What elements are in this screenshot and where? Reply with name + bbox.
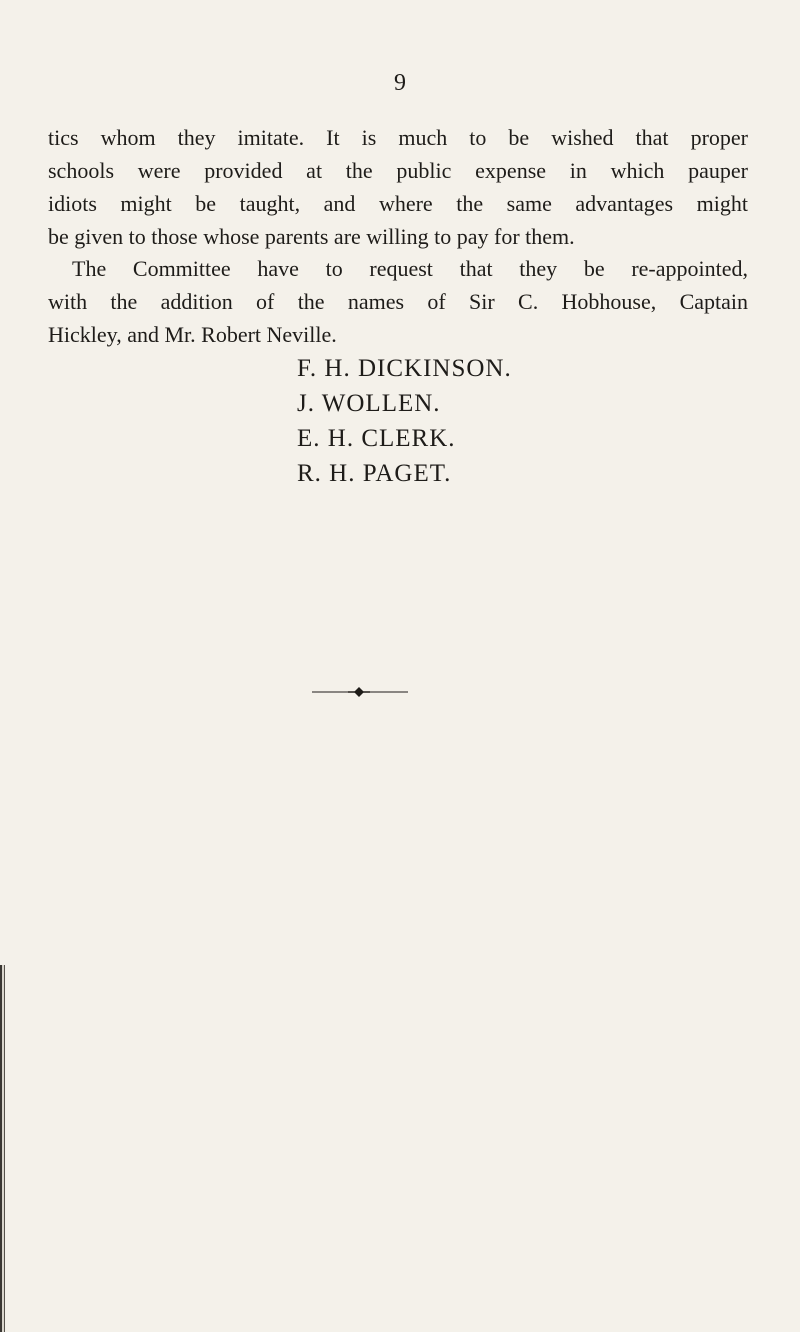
signatory: R. H. PAGET. bbox=[297, 460, 452, 487]
text-line: The Committee have to request that they be re-appointed, bbox=[72, 256, 748, 281]
text-line: Hickley, and Mr. Robert Neville. bbox=[48, 322, 337, 347]
signatory: E. H. CLERK. bbox=[297, 425, 456, 452]
text-line: schools were provided at the public expense in which pauper bbox=[48, 158, 748, 183]
signature-list bbox=[297, 351, 512, 491]
signatory: F. H. DICKINSON. bbox=[297, 355, 512, 382]
page-number: 9 bbox=[394, 70, 406, 96]
text-line: be given to those whose parents are willing to pay for them. bbox=[48, 224, 575, 249]
text-line: tics whom they imitate. It is much to be wished that proper bbox=[48, 125, 748, 150]
diamond-rule-icon bbox=[312, 686, 408, 698]
binding-edge bbox=[0, 965, 8, 1332]
text-line: idiots might be taught, and where the same advantages might bbox=[48, 191, 748, 216]
signatory: J. WOLLEN. bbox=[297, 390, 441, 417]
paragraph-1 bbox=[48, 121, 748, 253]
text-line: with the addition of the names of Sir C. Hobhouse, Captain bbox=[48, 289, 748, 314]
paragraph-2 bbox=[48, 252, 748, 351]
